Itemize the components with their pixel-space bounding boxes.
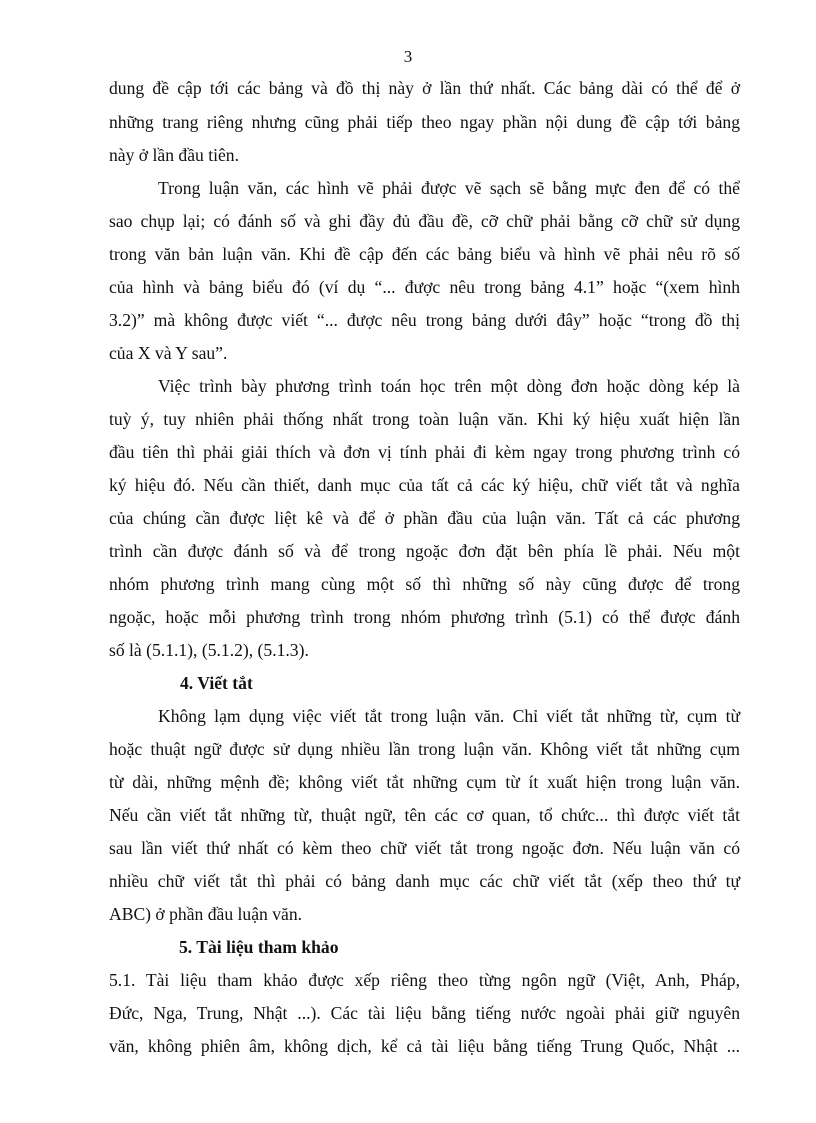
body-line: Việc trình bày phương trình toán học trên một dòng đơn hoặc dòng kép là bbox=[158, 376, 740, 396]
body-line: Nếu cần viết tắt những từ, thuật ngữ, tên các cơ quan, tổ chức... thì được viết tắt bbox=[109, 805, 740, 825]
body-line: Đức, Nga, Trung, Nhật ...). Các tài liệu bằng tiếng nước ngoài phải giữ nguyên bbox=[109, 1003, 740, 1023]
body-line: sau lần viết thứ nhất có kèm theo chữ viết tắt trong ngoặc đơn. Nếu luận văn có bbox=[109, 838, 740, 858]
page-number: 3 bbox=[403, 47, 413, 66]
body-line: ABC) ở phần đầu luận văn. bbox=[109, 904, 303, 924]
body-line: đầu tiên thì phải giải thích và đơn vị tính phải đi kèm ngay trong phương trình có bbox=[109, 442, 740, 462]
body-line: ngoặc, hoặc mỗi phương trình trong nhóm phương trình (5.1) có thể được đánh bbox=[109, 607, 740, 627]
body-line: nhóm phương trình mang cùng một số thì những số này cũng được để trong bbox=[109, 574, 740, 594]
body-line: của X và Y sau”. bbox=[109, 343, 228, 363]
body-line: dung đề cập tới các bảng và đồ thị này ở lần thứ nhất. Các bảng dài có thể để ở bbox=[109, 78, 740, 98]
body-line: này ở lần đầu tiên. bbox=[109, 145, 239, 165]
body-line: hoặc thuật ngữ được sử dụng nhiều lần trong luận văn. Không viết tắt những cụm bbox=[109, 739, 740, 759]
section-heading: 4. Viết tắt bbox=[180, 673, 253, 693]
body-line: trình cần được đánh số và để trong ngoặc đơn đặt bên phía lề phải. Nếu một bbox=[109, 541, 740, 561]
body-line: số là (5.1.1), (5.1.2), (5.1.3). bbox=[109, 640, 309, 660]
body-line: tuỳ ý, tuy nhiên phải thống nhất trong toàn luận văn. Khi ký hiệu xuất hiện lần bbox=[109, 409, 740, 429]
body-line: Trong luận văn, các hình vẽ phải được vẽ sạch sẽ bằng mực đen để có thể bbox=[158, 178, 740, 198]
body-line: của chúng cần được liệt kê và để ở phần đầu của luận văn. Tất cả các phương bbox=[109, 508, 740, 528]
body-line: 3.2)” mà không được viết “... được nêu trong bảng dưới đây” hoặc “trong đồ thị bbox=[109, 310, 740, 330]
body-line: những trang riêng nhưng cũng phải tiếp theo ngay phần nội dung đề cập tới bảng bbox=[109, 112, 740, 132]
body-line: trong văn bản luận văn. Khi đề cập đến các bảng biểu và hình vẽ phải nêu rõ số bbox=[109, 244, 740, 264]
body-line: văn, không phiên âm, không dịch, kể cả tài liệu bằng tiếng Trung Quốc, Nhật ... bbox=[109, 1036, 740, 1056]
body-line: sao chụp lại; có đánh số và ghi đầy đủ đầu đề, cỡ chữ phải bằng cỡ chữ sử dụng bbox=[109, 211, 740, 231]
body-line: ký hiệu đó. Nếu cần thiết, danh mục của tất cả các ký hiệu, chữ viết tắt và nghĩa bbox=[109, 475, 740, 495]
body-line: 5.1. Tài liệu tham khảo được xếp riêng theo từng ngôn ngữ (Việt, Anh, Pháp, bbox=[109, 970, 740, 990]
body-line: từ dài, những mệnh đề; không viết tắt những cụm từ ít xuất hiện trong luận văn. bbox=[109, 772, 740, 792]
body-line: nhiều chữ viết tắt thì phải có bảng danh mục các chữ viết tắt (xếp theo thứ tự bbox=[109, 871, 740, 891]
body-line: Không lạm dụng việc viết tắt trong luận văn. Chỉ viết tắt những từ, cụm từ bbox=[158, 706, 740, 726]
section-heading: 5. Tài liệu tham khảo bbox=[179, 937, 339, 957]
body-line: của hình và bảng biểu đó (ví dụ “... được nêu trong bảng 4.1” hoặc “(xem hình bbox=[109, 277, 740, 297]
